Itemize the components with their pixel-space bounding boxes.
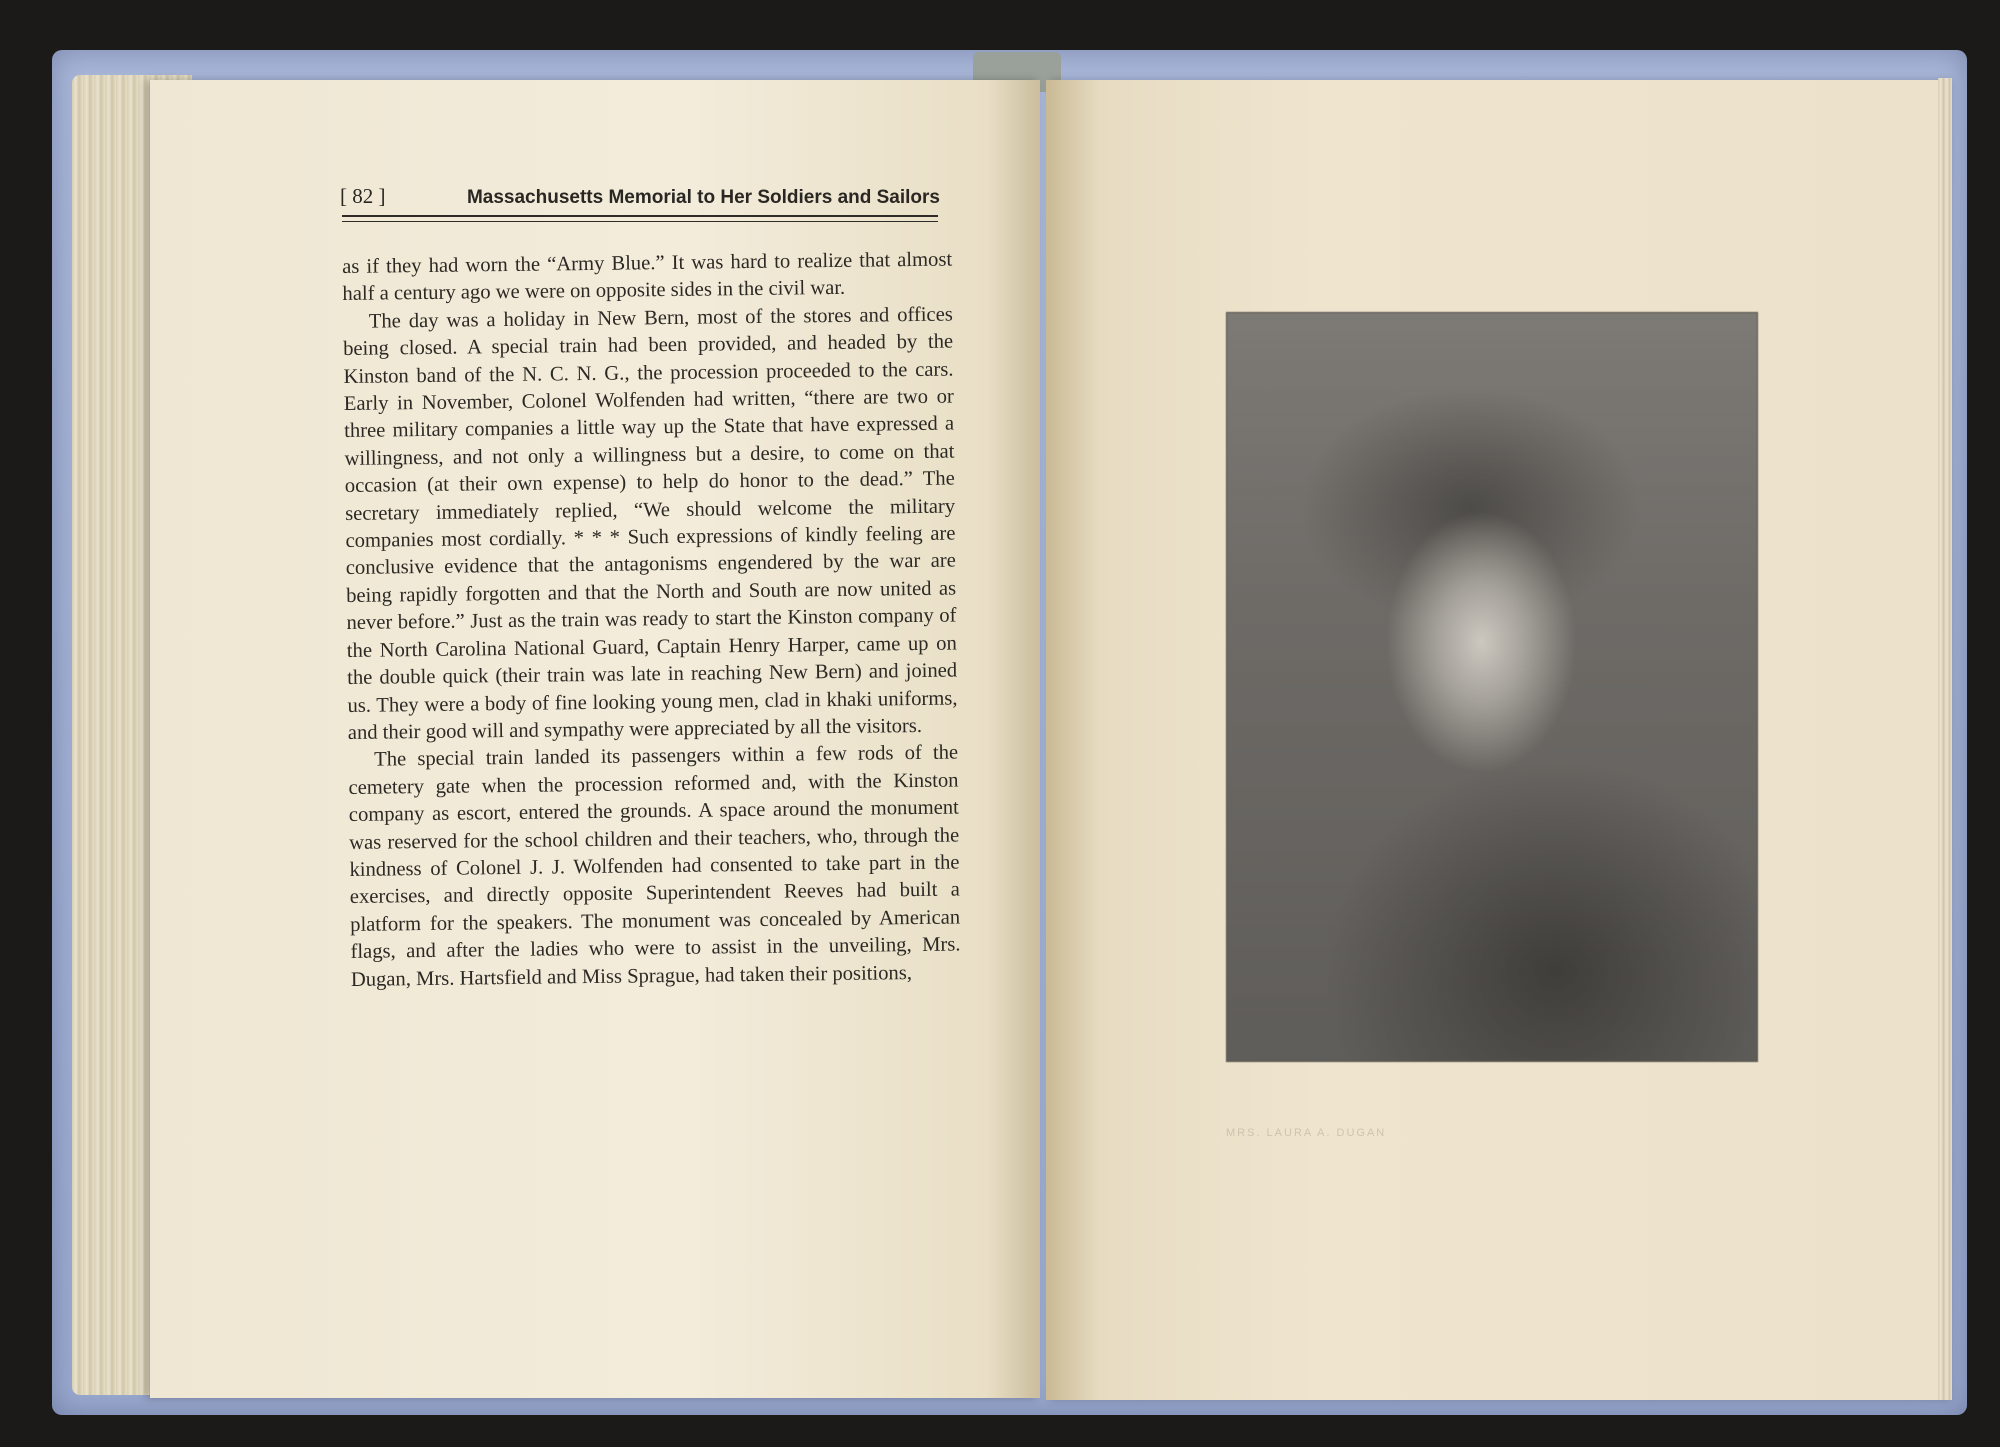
paragraph: as if they had worn the “Army Blue.” It was hard to realize that almost half a century ago we were on opposite sides in the civil war. (342, 248, 953, 306)
page-number: [ 82 ] (340, 184, 386, 208)
running-title: Massachusetts Memorial to Her Soldiers and Sailors (466, 187, 940, 208)
portrait-photograph (1226, 312, 1758, 1062)
paragraph: The day was a holiday in New Bern, most of the stores and offices being closed. A special train had been provided, and headed by the Kinston band of the N. C. N. G., the procession proceeded to the cars. Early in November, Colonel Wolfenden had written, “there are two or three military companies a little way up the State that have expressed a willingness, and not only a willingness but a desire, to come on that occasion (at their own expense) to help do honor to the dead.” The secretary immediately replied, “We should welcome the military companies most cordially. * * * Such expressions of kindly feeling are conclusive evidence that the antagonisms engendered by the war are being rapidly forgotten and that the North and South are now united as never before.” Just as the train was ready to start the Kinston company of the North Carolina National Guard, Captain Henry Harper, came up on the double quick (their train was late in reaching New Bern) and joined us. They were a body of fine looking young men, clad in khaki uniforms, and their good will and sympathy were appreciated by all the visitors. (343, 303, 958, 744)
header-rule (342, 215, 938, 222)
body-text (342, 247, 964, 1204)
page-edges-right (1938, 78, 1952, 1400)
photo-grain (1227, 313, 1757, 1061)
portrait-caption: MRS. LAURA A. DUGAN (1226, 1127, 1387, 1139)
paragraph: The special train landed its passengers within a few rods of the cemetery gate when the procession reformed and, with the Kinston company as escort, entered the grounds. A space around the monument was reserved for the school children and their teachers, who, through the kindness of Colonel J. J. Wolfenden had consented to take part in the exercises, and directly opposite Superintendent Reeves had built a platform for the speakers. The monument was concealed by American flags, and after the ladies who were to assist in the unveiling, Mrs. Dugan, Mrs. Hartsfield and Miss Sprague, had taken their positions, (348, 741, 961, 991)
